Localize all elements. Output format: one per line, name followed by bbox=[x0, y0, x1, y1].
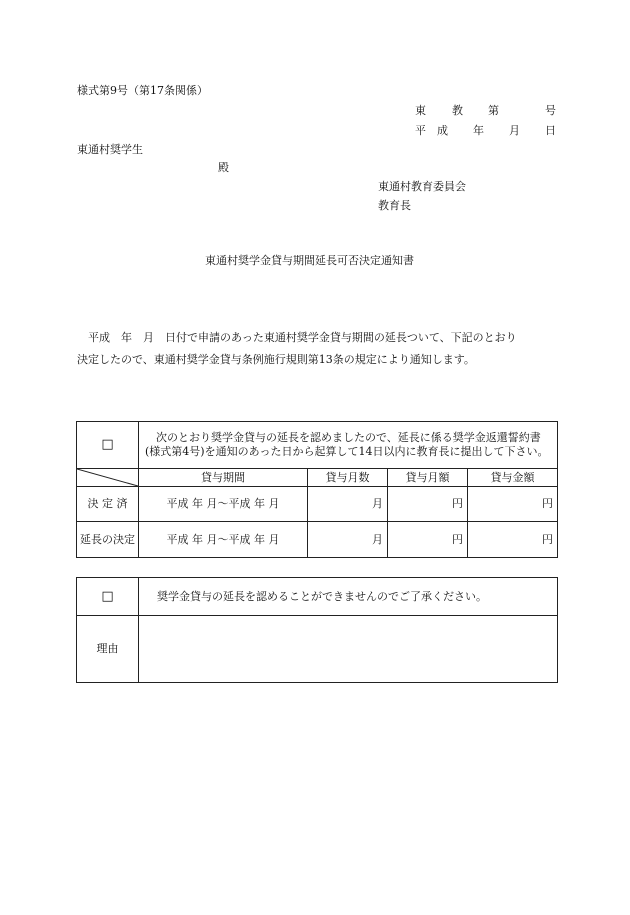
ref-char-4: 号 bbox=[545, 104, 556, 117]
rejection-notice: 奨学金貸与の延長を認めることができませんのでご了承ください。 bbox=[139, 578, 558, 616]
approval-notice: 次のとおり奨学金貸与の延長を認めましたので、延長に係る奨学金返還誓約書(様式第4号)を通知のあった日から起算して14日以内に教育長に提出して下さい。 bbox=[139, 422, 558, 469]
date-char-2: 成 bbox=[437, 124, 448, 137]
header-period: 貸与期間 bbox=[139, 469, 308, 487]
recipient-label: 東通村奨学生 bbox=[77, 143, 143, 156]
row-total: 円 bbox=[468, 522, 558, 558]
header-months: 貸与月数 bbox=[308, 469, 388, 487]
row-months: 月 bbox=[308, 522, 388, 558]
honorific: 殿 bbox=[218, 161, 229, 174]
body-paragraph bbox=[77, 327, 555, 371]
date-char-5: 日 bbox=[545, 124, 556, 137]
row-monthly: 円 bbox=[388, 487, 468, 522]
rejection-table bbox=[76, 577, 558, 683]
header-total-amount: 貸与金額 bbox=[468, 469, 558, 487]
diagonal-line bbox=[77, 469, 138, 486]
row-total: 円 bbox=[468, 487, 558, 522]
ref-char-1: 東 bbox=[415, 104, 426, 117]
rejection-checkbox[interactable]: □ bbox=[77, 578, 139, 616]
ref-char-2: 教 bbox=[452, 104, 463, 117]
reason-label: 理由 bbox=[77, 616, 139, 683]
document-title: 東通村奨学金貸与期間延長可否決定通知書 bbox=[205, 254, 414, 267]
header-monthly-amount: 貸与月額 bbox=[388, 469, 468, 487]
approval-table bbox=[76, 421, 558, 558]
row-period: 平成 年 月～平成 年 月 bbox=[139, 487, 308, 522]
form-number-label: 様式第9号（第17条関係） bbox=[77, 84, 208, 97]
header-diagonal-cell bbox=[77, 469, 139, 487]
approval-checkbox[interactable]: □ bbox=[77, 422, 139, 469]
ref-char-3: 第 bbox=[488, 104, 499, 117]
table-row bbox=[77, 487, 558, 522]
row-monthly: 円 bbox=[388, 522, 468, 558]
row-period: 平成 年 月～平成 年 月 bbox=[139, 522, 308, 558]
table-row bbox=[77, 522, 558, 558]
body-line-1: 平成 年 月 日付で申請のあった東通村奨学金貸与期間の延長ついて、下記のとおり bbox=[88, 331, 517, 344]
date-char-1: 平 bbox=[415, 124, 426, 137]
row-months: 月 bbox=[308, 487, 388, 522]
body-line-2: 決定したので、東通村奨学金貸与条例施行規則第13条の規定により通知します。 bbox=[77, 353, 475, 366]
issuer-title: 教育長 bbox=[378, 199, 411, 212]
row-label-decided: 決 定 済 bbox=[77, 487, 139, 522]
row-label-extension: 延長の決定 bbox=[77, 522, 139, 558]
date-char-4: 月 bbox=[509, 124, 520, 137]
date-char-3: 年 bbox=[473, 124, 484, 137]
reason-field[interactable] bbox=[139, 616, 558, 683]
issuer-organization: 東通村教育委員会 bbox=[378, 180, 466, 193]
